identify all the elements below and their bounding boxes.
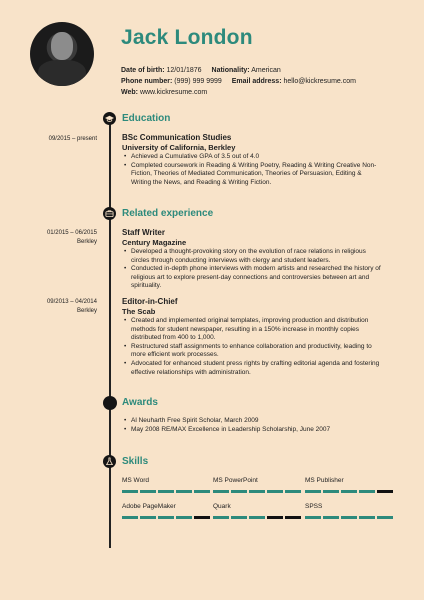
skill-item	[305, 503, 393, 519]
section-title-awards: Awards	[122, 397, 158, 408]
skill-segment	[323, 516, 339, 519]
skill-segment	[267, 490, 283, 493]
education-entry	[122, 133, 382, 187]
skill-segment	[158, 490, 174, 493]
list-item: • Achieved a Cumulative GPA of 3.5 out of 4.0	[122, 153, 382, 162]
photo-face	[51, 32, 73, 60]
skill-level-bar	[213, 516, 301, 519]
skill-name: MS PowerPoint	[213, 477, 258, 484]
awards-dot-icon	[103, 396, 117, 410]
profile-photo	[30, 22, 94, 86]
skill-name: MS Word	[122, 477, 149, 484]
skill-segment	[285, 516, 301, 519]
section-title-education: Education	[122, 113, 171, 124]
job-org: The Scab	[122, 307, 156, 316]
timeline-line	[109, 113, 111, 548]
skill-segment	[377, 490, 393, 493]
skill-segment	[341, 490, 357, 493]
skill-item	[122, 503, 210, 519]
job-title: Editor-in-Chief	[122, 297, 178, 306]
list-item: • Developed a thought-provoking story on the evolution of race relations in religious circles through conducting interviews with clergy and student leaders.	[122, 248, 382, 265]
job-org: Century Magazine	[122, 238, 187, 247]
skill-segment	[359, 490, 375, 493]
location: Berkley	[76, 239, 97, 245]
skill-level-bar	[305, 490, 393, 493]
skill-segment	[140, 516, 156, 519]
list-item: • Completed coursework in Reading & Writing Poetry, Reading & Writing Creative Non-Fiction, Theories of Mediated Communication, Theories of Persuasion, Editing & Writing the News, and Reading & Writing Fiction.	[122, 162, 382, 188]
phone-value: (999) 999 9999	[174, 78, 222, 85]
skill-level-bar	[122, 490, 210, 493]
flask-icon	[103, 455, 116, 468]
experience-date-2	[47, 298, 97, 316]
skill-segment	[158, 516, 174, 519]
experience-entry-2	[122, 297, 382, 377]
skill-segment	[194, 490, 210, 493]
skill-level-bar	[213, 490, 301, 493]
skill-segment	[323, 490, 339, 493]
skill-segment	[285, 490, 301, 493]
skill-name: Quark	[213, 503, 231, 510]
location: Berkley	[76, 308, 97, 314]
experience-entry-1	[122, 228, 382, 291]
list-item: • Restructured staff assignments to enhance collaboration and productivity, leading to more efficient work processes.	[122, 343, 382, 360]
skill-segment	[231, 490, 247, 493]
list-item: • Conducted in-depth phone interviews with modern artists and researched the history of religious art to explore present-day connections and controversies between art and spirituality.	[122, 265, 382, 291]
experience-date-1	[47, 229, 97, 247]
nationality-value: American	[251, 67, 281, 74]
web-label: Web:	[121, 89, 138, 96]
skill-segment	[341, 516, 357, 519]
list-item: • Al Neuharth Free Spirit Scholar, March 2009	[122, 417, 382, 426]
skill-segment	[213, 490, 229, 493]
skill-segment	[122, 490, 138, 493]
skill-name: MS Publisher	[305, 477, 344, 484]
job-title: Staff Writer	[122, 228, 165, 237]
section-title-experience: Related experience	[122, 208, 214, 219]
skill-level-bar	[122, 516, 210, 519]
dob-value: 12/01/1876	[166, 67, 202, 74]
education-bullets	[122, 153, 382, 187]
education-date: 09/2015 – present	[48, 136, 97, 142]
job-bullets	[122, 317, 382, 377]
skill-segment	[176, 490, 192, 493]
awards-bullets	[122, 417, 382, 434]
education-title: BSc Communication Studies	[122, 133, 232, 142]
phone-label: Phone number:	[121, 78, 173, 85]
skill-segment	[377, 516, 393, 519]
skill-item	[305, 477, 393, 493]
skill-name: Adobe PageMaker	[122, 503, 176, 510]
list-item: • May 2008 RE/MAX Excellence in Leadership Scholarship, June 2007	[122, 426, 382, 435]
skill-name: SPSS	[305, 503, 323, 510]
skill-segment	[122, 516, 138, 519]
skill-segment	[140, 490, 156, 493]
date-range: 01/2015 – 06/2015	[46, 230, 97, 236]
candidate-name: Jack London	[121, 26, 253, 49]
skill-segment	[194, 516, 210, 519]
section-title-skills: Skills	[122, 456, 149, 467]
photo-shoulders	[38, 60, 86, 86]
personal-info	[121, 65, 356, 98]
skill-segment	[305, 490, 321, 493]
list-item: • Created and implemented original templates, improving production and distribution methods for student newspaper, resulting in a 150% increase in monthly copies distributed from 400 to 1,000.	[122, 317, 382, 343]
awards-list	[122, 416, 382, 434]
date-range: 09/2013 – 04/2014	[46, 299, 97, 305]
graduation-cap-icon	[103, 112, 116, 125]
nationality-label: Nationality:	[211, 67, 250, 74]
skill-item	[122, 477, 210, 493]
skill-segment	[231, 516, 247, 519]
list-item: • Advocated for enhanced student press rights by crafting editorial agenda and fostering effective relationships with administration.	[122, 360, 382, 377]
skill-level-bar	[305, 516, 393, 519]
web-value[interactable]: www.kickresume.com	[139, 89, 208, 96]
email-label: Email address:	[231, 78, 282, 85]
skill-item	[213, 477, 301, 493]
briefcase-icon	[103, 207, 116, 220]
skill-segment	[176, 516, 192, 519]
education-org: University of California, Berkley	[122, 143, 236, 152]
skill-item	[213, 503, 301, 519]
skill-segment	[359, 516, 375, 519]
email-value[interactable]: hello@kickresume.com	[283, 78, 356, 85]
job-bullets	[122, 248, 382, 291]
skill-segment	[213, 516, 229, 519]
dob-label: Date of birth:	[121, 67, 165, 74]
skill-segment	[305, 516, 321, 519]
skill-segment	[267, 516, 283, 519]
skill-segment	[249, 516, 265, 519]
skill-segment	[249, 490, 265, 493]
